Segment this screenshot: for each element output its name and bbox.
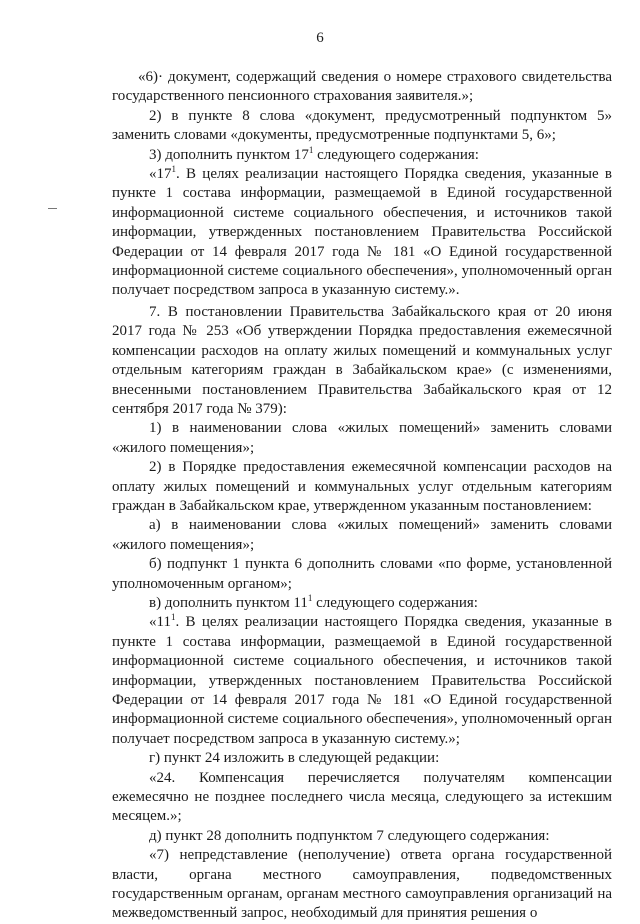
paragraph-12: г) пункт 24 изложить в следующей редакции: (149, 750, 440, 767)
superscript: 1 (308, 144, 314, 155)
paragraph-13: «24. Компенсация перечисляется получателям компенсации ежемесячно не позднее последнего числа месяца, следующего за истекшим месяцем.»; (112, 769, 612, 825)
paragraph-10: в) дополнить пунктом $11^1$ следующего содержания: (149, 592, 478, 611)
document-body (112, 68, 612, 924)
superscript: 1 (171, 164, 176, 175)
paragraph-15: «7) непредставление (неполучение) ответа органа государственной власти, органа местного самоуправления, подведомственных государственным органам, органам местного самоуправления организаций на межведомственный запрос, необходимый для принятия решения о (112, 847, 612, 922)
paragraph-4: «$17^1$. В целях реализации настоящего Порядка сведения, указанные в пункте 1 состава информации, размещаемой в Единой государственной информационной системе социального обеспечения, и источников такой информации, утвержденных постановлением Правительства Российской Федерации от 14 февраля 2017 года № 181 «О Единой государственной информационной системе социального обеспечения», уполномоченный орган получает посредством запроса в указанную систему.». (112, 164, 612, 299)
page-number: 6 (316, 30, 324, 46)
paragraph-5: 7. В постановлении Правительства Забайкальского края от 20 июня 2017 года № 253 «Об утверждении Порядка предоставления ежемесячной компенсации расходов на оплату жилых помещений и коммунальных услуг отдельным категориям граждан в Забайкальском крае» (с изменениями, внесенными постановлением Правительства Забайкальского края от 12 сентября 2017 года № 379): (112, 303, 612, 417)
margin-mark (48, 208, 57, 209)
paragraph-11: «$11^1$. В целях реализации настоящего Порядка сведения, указанные в пункте 1 состава информации, размещаемой в Единой государственной информационной системе социального обеспечения, и источников такой информации, утвержденных постановлением Правительства Российской Федерации от 14 февраля 2017 года № 181 «О Единой государственной информационной системе социального обеспечения», уполномоченный орган получает посредством запроса в указанную систему.»; (112, 612, 612, 747)
paragraph-2: 2) в пункте 8 слова «документ, предусмотренный подпунктом 5» заменить словами «документы, предусмотренные подпунктами 5, 6»; (112, 107, 612, 144)
paragraph-3: 3) дополнить пунктом $17^1$ следующего содержания: (149, 144, 479, 163)
paragraph-9: б) подпункт 1 пункта 6 дополнить словами «по форме, установленной уполномоченным органом»; (112, 556, 612, 592)
paragraph-7: 2) в Порядке предоставления ежемесячной компенсации расходов на оплату жилых помещений и коммунальных услуг отдельным категориям граждан в Забайкальском крае, утвержденном указанным постановлением: (112, 459, 612, 514)
paragraph-8: а) в наименовании слова «жилых помещений» заменить словами «жилого помещения»; (112, 517, 612, 553)
superscript: 1 (170, 612, 176, 623)
superscript: 1 (307, 592, 313, 603)
paragraph-14: д) пункт 28 дополнить подпунктом 7 следующего содержания: (149, 827, 550, 844)
paragraph-1: «6)· документ, содержащий сведения о номере страхового свидетельства государственного пенсионного страхования заявителя.»; (112, 69, 612, 105)
paragraph-6: 1) в наименовании слова «жилых помещений» заменить словами «жилого помещения»; (112, 420, 612, 456)
